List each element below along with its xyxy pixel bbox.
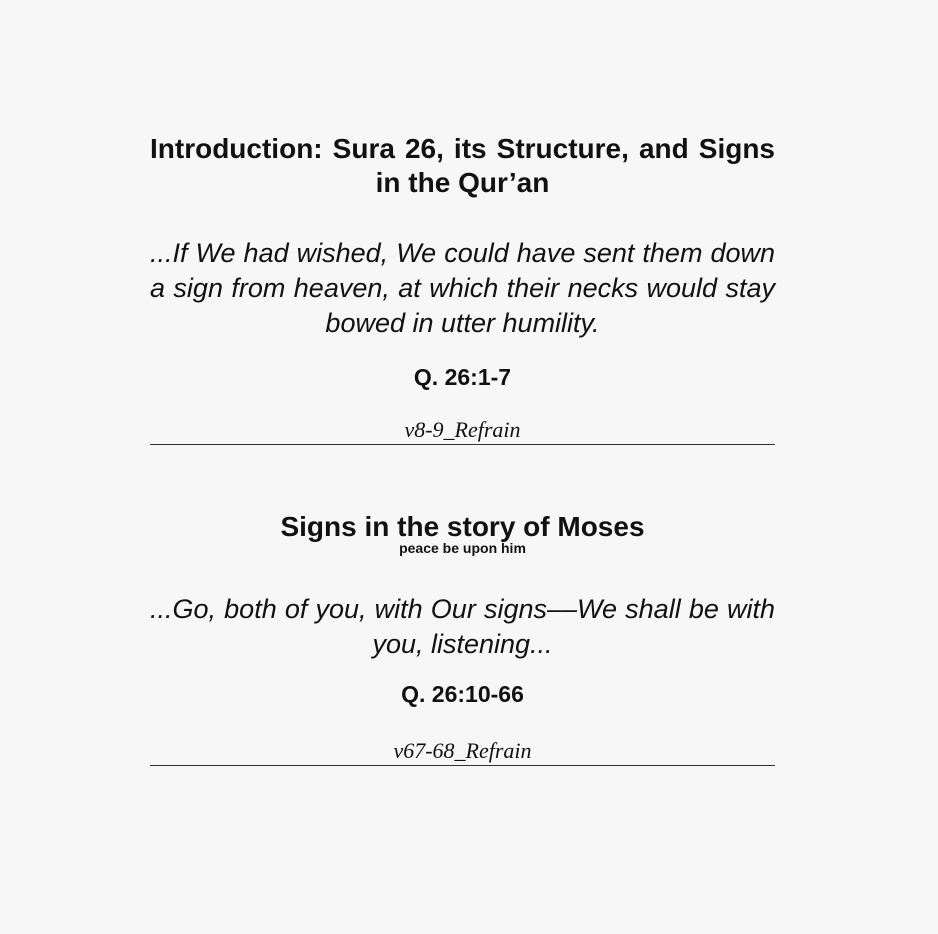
reference-introduction: Q. 26:1-7 [413,364,512,390]
refrain-divider-2 [150,738,775,768]
quote-moses: ...Go, both of you, with Our signs––We shall be with you, listening... [150,594,775,659]
reference-moses: Q. 26:10-66 [401,681,524,707]
divider-line-left [150,765,392,766]
quote-introduction: ...If We had wished, We could have sent them down a sign from heaven, at which their necks would stay bowed in utter humility. [150,238,775,338]
refrain-label-1: v8-9_Refrain [403,418,521,445]
document-page [150,132,775,768]
divider-line-right [522,444,775,445]
refrain-divider-1 [150,417,775,447]
divider-line-left [150,444,403,445]
section-title-introduction: Introduction: Sura 26, its Structure, and Signs in the Qur’an [150,133,775,198]
refrain-label-2: v67-68_Refrain [392,739,532,766]
divider-line-right [533,765,775,766]
section-title-moses: Signs in the story of Moses [280,511,645,542]
section-subtitle-moses: peace be upon him [399,540,526,556]
